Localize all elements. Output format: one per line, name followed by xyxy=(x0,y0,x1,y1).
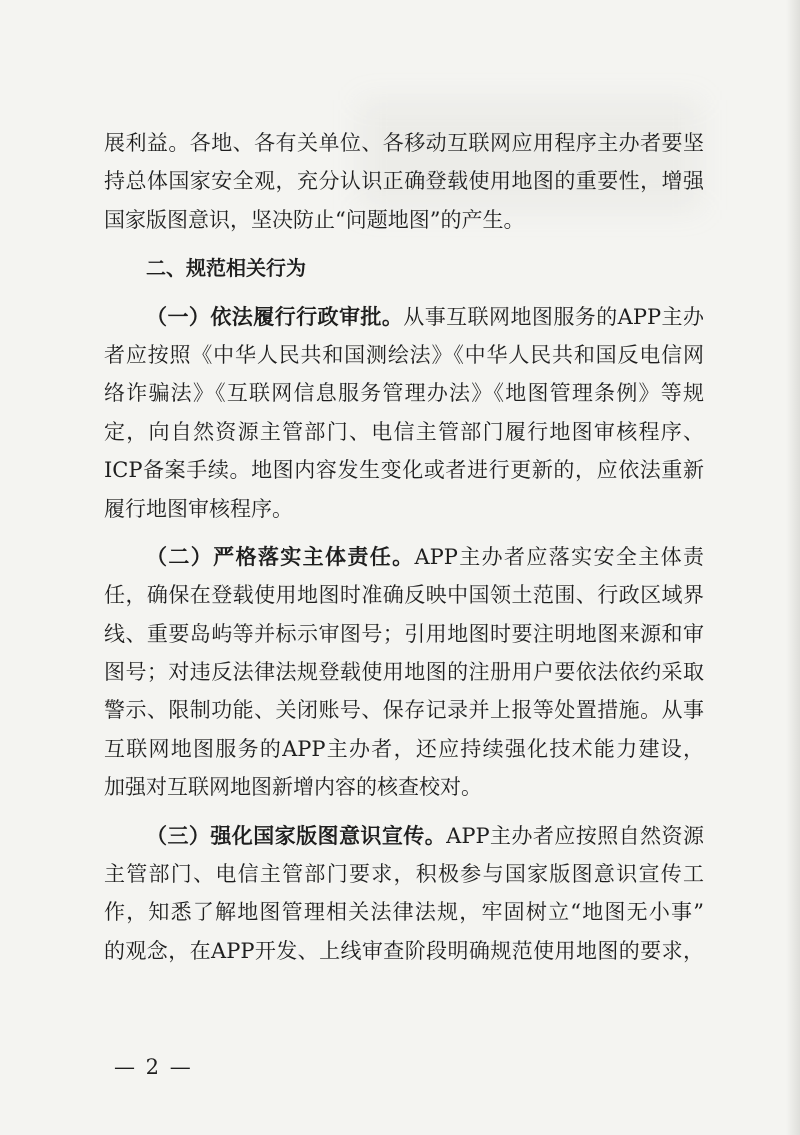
body-line: 作，知悉了解地图管理相关法律法规，牢固树立“地图无小事” xyxy=(104,900,704,925)
page-number: — 2 — xyxy=(114,1055,193,1079)
body-line: ICP备案手续。地图内容发生变化或者进行更新的，应依法重新 xyxy=(104,458,704,483)
item-1-first-line xyxy=(104,298,704,336)
body-line: 络诈骗法》《互联网信息服务管理办法》《地图管理条例》等规 xyxy=(104,381,704,406)
item-2-text: APP主办者应落实安全主体责 xyxy=(414,544,704,569)
body-line: 定，向自然资源主管部门、电信主管部门履行地图审核程序、 xyxy=(104,419,704,444)
body-line: 履行地图审核程序。 xyxy=(104,496,293,521)
item-3-text: APP主办者应按照自然资源 xyxy=(446,823,704,848)
body-line: 持总体国家安全观，充分认识正确登载使用地图的重要性，增强 xyxy=(104,169,704,194)
item-2-first-line xyxy=(104,538,704,576)
item-1-lead: （一）依法履行行政审批。 xyxy=(146,304,404,329)
body-line: 线、重要岛屿等并标示审图号；引用地图时要注明地图来源和审 xyxy=(104,621,704,646)
body-line: 加强对互联网地图新增内容的核查校对。 xyxy=(104,775,482,800)
item-1-text: 从事互联网地图服务的APP主办 xyxy=(403,304,704,329)
body-line: 任，确保在登载使用地图时准确反映中国领土范围、行政区域界 xyxy=(104,583,704,608)
body-line: 主管部门、电信主管部门要求，积极参与国家版图意识宣传工 xyxy=(104,862,704,887)
item-3-first-line xyxy=(104,817,704,855)
item-3-lead: （三）强化国家版图意识宣传。 xyxy=(146,823,447,848)
body-line: 的观念，在APP开发、上线审查阶段明确规范使用地图的要求， xyxy=(104,938,704,963)
scan-edge-shadow xyxy=(786,0,800,1135)
body-line: 警示、限制功能、关闭账号、保存记录并上报等处置措施。从事 xyxy=(104,698,704,723)
body-line: 展利益。各地、各有关单位、各移动互联网应用程序主办者要坚 xyxy=(104,131,704,155)
body-line: 图号；对违反法律法规登载使用地图的注册用户要依法依约采取 xyxy=(104,660,704,685)
body-line: 国家版图意识，坚决防止“问题地图”的产生。 xyxy=(104,207,525,232)
section-heading: 二、规范相关行为 xyxy=(146,256,306,281)
document-body xyxy=(104,124,704,970)
body-line: 互联网地图服务的APP主办者，还应持续强化技术能力建设， xyxy=(104,736,704,761)
item-2-lead: （二）严格落实主体责任。 xyxy=(146,544,415,569)
body-line: 者应按照《中华人民共和国测绘法》《中华人民共和国反电信网 xyxy=(104,342,704,367)
